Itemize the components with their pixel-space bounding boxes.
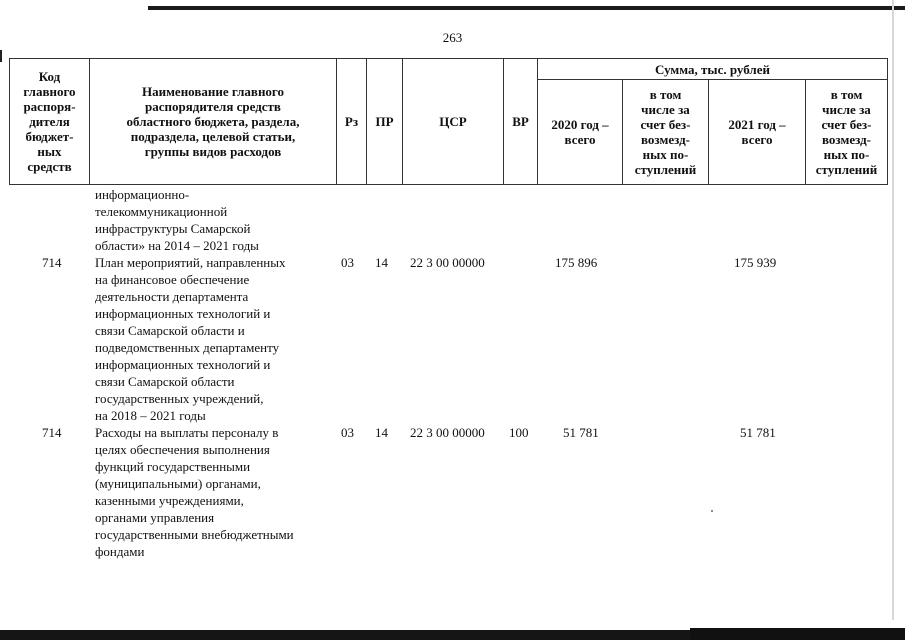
scan-edge-right — [892, 0, 894, 620]
page-number: 263 — [442, 30, 463, 45]
header-vr: ВР — [504, 59, 538, 185]
table-row-continuation: информационно- телекоммуникационной инфраструктуры Самарской области» на 2014 – 2021 годы — [95, 187, 259, 253]
scan-mark-left — [0, 50, 2, 62]
row2-pr: 14 — [375, 425, 388, 440]
row2-name: Расходы на выплаты персоналу в целях обеспечения выполнения функций государственными (муниципальными) органами, казенными учреждениями, органами управления государственными внебюджетными фондами — [95, 425, 294, 559]
header-2020-total: 2020 год – всего — [538, 80, 623, 185]
scan-speck — [711, 510, 713, 512]
row1-code: 714 — [42, 255, 62, 270]
row1-sum2021: 175 939 — [734, 255, 777, 270]
row1-sum2020: 175 896 — [555, 255, 598, 270]
header-sum-group: Сумма, тыс. рублей — [538, 59, 888, 80]
header-name: Наименование главного распорядителя средств областного бюджета, раздела, подраздела, целевой статьи, группы видов расходов — [90, 59, 337, 185]
header-pr: ПР — [367, 59, 403, 185]
header-2021-total: 2021 год – всего — [709, 80, 806, 185]
header-2020-gratuitous: в том числе за счет без- возмезд- ных по- ступлений — [623, 80, 709, 185]
row1-csr: 22 3 00 00000 — [410, 255, 485, 270]
scan-border-bottom-thick — [690, 628, 905, 640]
row1-pr: 14 — [375, 255, 388, 270]
row1-name: План мероприятий, направленных на финансовое обеспечение деятельности департамента информационных технологий и связи Самарской области и подведомственных департаменту информационных технологий и связи Самарской области государственных учреждений, на 2018 – 2021 годы — [95, 255, 286, 423]
header-kod: Код главного распоря- дителя бюджет- ных средств — [10, 59, 90, 185]
row2-csr: 22 3 00 00000 — [410, 425, 485, 440]
row2-vr: 100 — [509, 425, 529, 440]
row2-sum2020: 51 781 — [563, 425, 599, 440]
header-2021-gratuitous: в том числе за счет без- возмезд- ных по- ступлений — [806, 80, 888, 185]
scan-border-top — [148, 6, 905, 10]
row2-code: 714 — [42, 425, 62, 440]
row1-rz: 03 — [341, 255, 354, 270]
header-csr: ЦСР — [403, 59, 504, 185]
header-rz: Рз — [337, 59, 367, 185]
budget-table-header — [9, 58, 888, 185]
row2-sum2021: 51 781 — [740, 425, 776, 440]
row2-rz: 03 — [341, 425, 354, 440]
